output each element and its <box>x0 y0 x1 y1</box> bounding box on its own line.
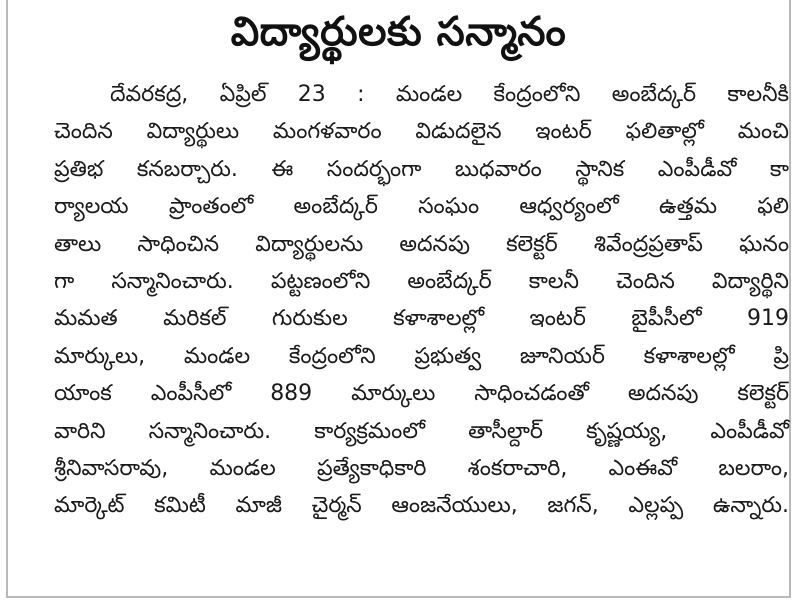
article-line: ర్యాలయ ప్రాంతంలో అంబేద్కర్ సంఘం ఆధ్వర్యంలో ఉత్తమ ఫలి <box>54 194 789 220</box>
article-line: శ్రీనివాసరావు, మండల ప్రత్యేకాధికారి శంకరాచారి, ఎంఈవో బలరాం, <box>54 455 789 481</box>
headline: విద్యార్థులకు సన్మానం <box>230 9 567 55</box>
article-line: మార్కులు, మండల కేంద్రంలోని ప్రభుత్వ జూనియర్ కళాశాలల్లో ప్రి <box>54 343 789 369</box>
article-line: మార్కెట్ కమిటీ మాజీ చైర్మన్ ఆంజనేయులు, జగన్, ఎల్లప్ప ఉన్నారు. <box>54 493 789 519</box>
article-line: చెందిన విద్యార్థులు మంగళవారం విడుదలైన ఇంటర్ ఫలితాల్లో మంచి <box>54 119 789 145</box>
article-line: మమత మరికల్ గురుకుల కళాశాలల్లో ఇంటర్ బైపీసీలో 919 <box>54 306 789 332</box>
article-line: ప్రతిభ కనబర్చారు. ఈ సందర్భంగా బుధవారం స్థానిక ఎంపీడీవో కా <box>54 156 789 182</box>
article-line: యాంక ఎంపీసీలో 889 మార్కులు సాధించడంతో అదనపు కలెక్టర్ <box>54 381 789 407</box>
article-body <box>54 76 789 525</box>
article-line: తాలు సాధించిన విద్యార్థులను అదనపు కలెక్టర్ శివేంద్రప్రతాప్ ఘనం <box>54 231 789 257</box>
news-clipping <box>6 0 791 598</box>
article-line: దేవరకద్ర, ఏప్రిల్ 23 : మండల కేంద్రంలోని అంబేద్కర్ కాలనీకి <box>110 82 789 107</box>
article-line: గా సన్మానించారు. పట్టణంలోని అంబేద్కర్ కాలనీ చెందిన విద్యార్థిని <box>54 268 789 294</box>
article-line: వారిని సన్మానించారు. కార్యక్రమంలో తాసీల్దార్ కృష్ణయ్య, ఎంపీడీవో <box>54 418 789 444</box>
